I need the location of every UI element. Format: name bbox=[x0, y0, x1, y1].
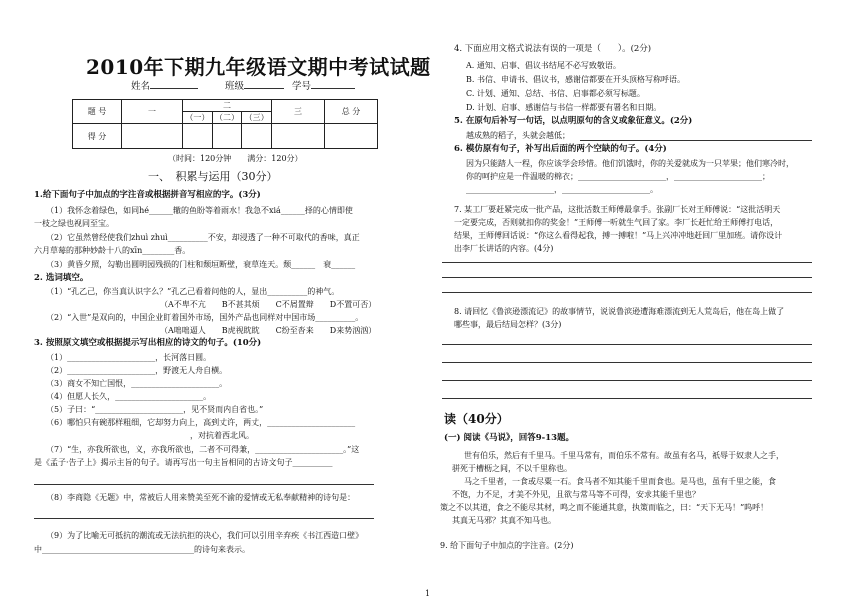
q1-line: （2）它虽然曾经使我们zhuì zhuì__________不安，却浸透了一种不可取代的香味，真正 bbox=[46, 233, 360, 242]
q6-line: ______________________，______________________。 bbox=[466, 185, 658, 194]
passage-line: 策之不以其道，食之不能尽其材，鸣之而不能通其意，执策而临之，曰：“天下无马！”呜呼！ bbox=[440, 503, 769, 512]
answer-line bbox=[34, 484, 374, 485]
q7-line: 出李厂长讲话的内容。(4分) bbox=[454, 244, 554, 253]
answer-line bbox=[442, 277, 812, 278]
q4-option-a: A. 通知、启事、倡议书结尾不必写致敬语。 bbox=[466, 61, 621, 70]
q1-line: （1）我怀念着绿色，如同hé______辙的鱼盼等着雨水！我急不xiá______择的心情即使 bbox=[46, 206, 353, 215]
q4-heading: 4. 下面应用文格式说法有误的一项是（ ）。(2分) bbox=[454, 44, 652, 54]
q3-item: （8）李商隐《无题》中，常被后人用来赞美至死不渝的爱情或无私奉献精神的诗句是： bbox=[46, 493, 356, 502]
q7-line: 7. 某工厂要赶紧完成一批产品，这批活数王师傅最拿手。张副厂长对王师傅说：“这批活明天 bbox=[454, 205, 781, 214]
section-one-heading: 一、 积累与运用（30分） bbox=[148, 170, 278, 183]
q4-option-c: C. 计划、通知、总结、书信、启事都必须写标题。 bbox=[466, 89, 645, 98]
q3-heading: 3. 按照原文填空或根据提示写出相应的诗文的句子。(10分) bbox=[34, 338, 262, 348]
q4-option-b: B. 书信、申请书、倡议书，感谢信都要在开头顶格写称呼语。 bbox=[466, 75, 685, 84]
q7-line: 结果，王师傅回话说：“你这么看得起我，搏一搏啦！”马上兴冲冲地赶回厂里加班。请你设计 bbox=[454, 231, 783, 240]
q2-line: （1）“孔乙己，你当真认识字么？”孔乙己看着问他的人，显出__________的神气。 bbox=[46, 287, 340, 296]
q8-line: 哪些事，最后结局怎样？(3分) bbox=[454, 320, 562, 329]
q3-item: （6）哪怕只有碗那样粗细，它却努力向上，高到丈许，两丈，______________________ bbox=[46, 418, 356, 427]
passage-line: 其真无马邪？其真不知马也。 bbox=[452, 516, 556, 525]
q2-options: （A咄咄逼人 B虎视眈眈 C纷至沓来 D来势汹汹） bbox=[160, 326, 377, 335]
q1-line: 一枝之绿也视同至宝。 bbox=[34, 219, 114, 228]
exam-title: 2010年下期九年级语文期中考试试题 bbox=[86, 55, 431, 79]
q8-line: 8. 请回忆《鲁滨逊漂流记》的故事情节，说说鲁滨逊遭海难漂流到无人荒岛后，他在岛上做了 bbox=[454, 307, 785, 316]
q5-prompt: 越成熟的稻子，头就会越低； bbox=[466, 131, 570, 140]
reading-section-title: 读（40分） bbox=[444, 412, 509, 426]
q2-heading: 2. 选词填空。 bbox=[34, 273, 89, 283]
q3-item: ，对抗着西北风。 bbox=[190, 431, 254, 440]
q3-item: （7）“生，亦我所欲也，义，亦我所欲也，二者不可得兼，______________________。”这 bbox=[46, 445, 360, 454]
answer-line bbox=[34, 518, 374, 519]
class-field: 班级 bbox=[225, 78, 284, 92]
page-number: 1 bbox=[425, 589, 431, 598]
passage-line: 骈死于槽枥之间，不以千里称也。 bbox=[452, 464, 572, 473]
score-row-label: 题 号 bbox=[73, 100, 122, 124]
q5-heading: 5. 在原句后补写一句话，以点明原句的含义或象征意义。(2分) bbox=[454, 116, 693, 126]
time-note: （时间：120分钟 满分：120分） bbox=[168, 154, 303, 163]
answer-line bbox=[442, 398, 812, 399]
q7-line: 一定要完成，否则就扣你的奖金！”王师傅一听就生气回了家。李厂长赶忙给王师傅打电话， bbox=[454, 218, 779, 227]
q6-heading: 6. 模仿原有句子，补写出后面的两个空缺的句子。(4分) bbox=[454, 144, 667, 154]
q3-item: 中______________________________________的诗句来表示。 bbox=[34, 545, 250, 554]
answer-line bbox=[442, 292, 812, 293]
q3-item: （9）为了比喻无可抵抗的潮流或无法抗拒的决心，我们可以引用辛弃疾《书江西造口壁》 bbox=[46, 531, 364, 540]
score-table: 题 号 一 二 三 总 分 （一） （二） （三） 得 分 bbox=[72, 99, 378, 149]
q3-item: （1）______________________，长河落日圆。 bbox=[46, 353, 212, 362]
answer-line bbox=[442, 262, 812, 263]
answer-line bbox=[442, 380, 812, 381]
name-field: 姓名 bbox=[131, 78, 198, 92]
passage-line: 不饱，力不足，才美不外见，且欲与常马等不可得，安求其能千里也？ bbox=[452, 490, 700, 499]
answer-line bbox=[580, 140, 812, 141]
q4-option-d: D. 计划、启事、感谢信与书信一样都要有署名和日期。 bbox=[466, 103, 662, 112]
q1-heading: 1.给下面句子中加点的字注音或根据拼音写相应的字。(3分) bbox=[34, 190, 261, 200]
answer-line bbox=[442, 362, 812, 363]
q3-item: （4）但愿人长久，______________________。 bbox=[46, 392, 212, 401]
q2-options: （A不卑不亢 B不甚其烦 C不屑置辩 D不置可否） bbox=[160, 300, 377, 309]
q9-heading: 9. 给下面句子中加点的字注音。(2分) bbox=[440, 541, 574, 550]
q3-item: 是《孟子·告子上》揭示主旨的句子。请再写出一句主旨相同的古诗文句子__________ bbox=[34, 458, 333, 467]
q1-line: （3）黄昏夕照，勾勒出圆明园残损的门柱和颓垣断壁，衰草连天。颓______ 衰______ bbox=[46, 260, 356, 269]
q3-item: （3）商女不知亡国恨，______________________。 bbox=[46, 379, 228, 388]
passage-line: 世有伯乐，然后有千里马。千里马常有，而伯乐不常有。故虽有名马，祇辱于奴隶人之手， bbox=[464, 451, 784, 460]
q6-line: 你的呵护应是一件温暖的棉衣；______________________，______________________； bbox=[466, 172, 770, 181]
q3-item: （2）______________________，野渡无人舟自横。 bbox=[46, 366, 228, 375]
q1-line: 六月草莓的那种妙龄十八的xīn________香。 bbox=[34, 246, 191, 255]
student-id-field: 学号 bbox=[292, 78, 355, 92]
answer-line bbox=[442, 344, 812, 345]
q2-line: （2）“入世”是双向的，中国企业盯着国外市场，国外产品也同样对中国市场__________。 bbox=[46, 313, 364, 322]
passage-line: 马之千里者，一食或尽粟一石。食马者不知其能千里而食也。是马也，虽有千里之能，食 bbox=[464, 477, 776, 486]
reading-subheading: (一) 阅读《马说》，回答9-13题。 bbox=[444, 433, 575, 443]
q6-line: 因为只能踏人一程，你应该学会珍惜。他们饥饿时，你的关爱就成为一只苹果；他们寒冷时， bbox=[466, 159, 794, 168]
q3-item: （5）子曰：“______________________，见不贤而内自省也。” bbox=[46, 405, 264, 414]
